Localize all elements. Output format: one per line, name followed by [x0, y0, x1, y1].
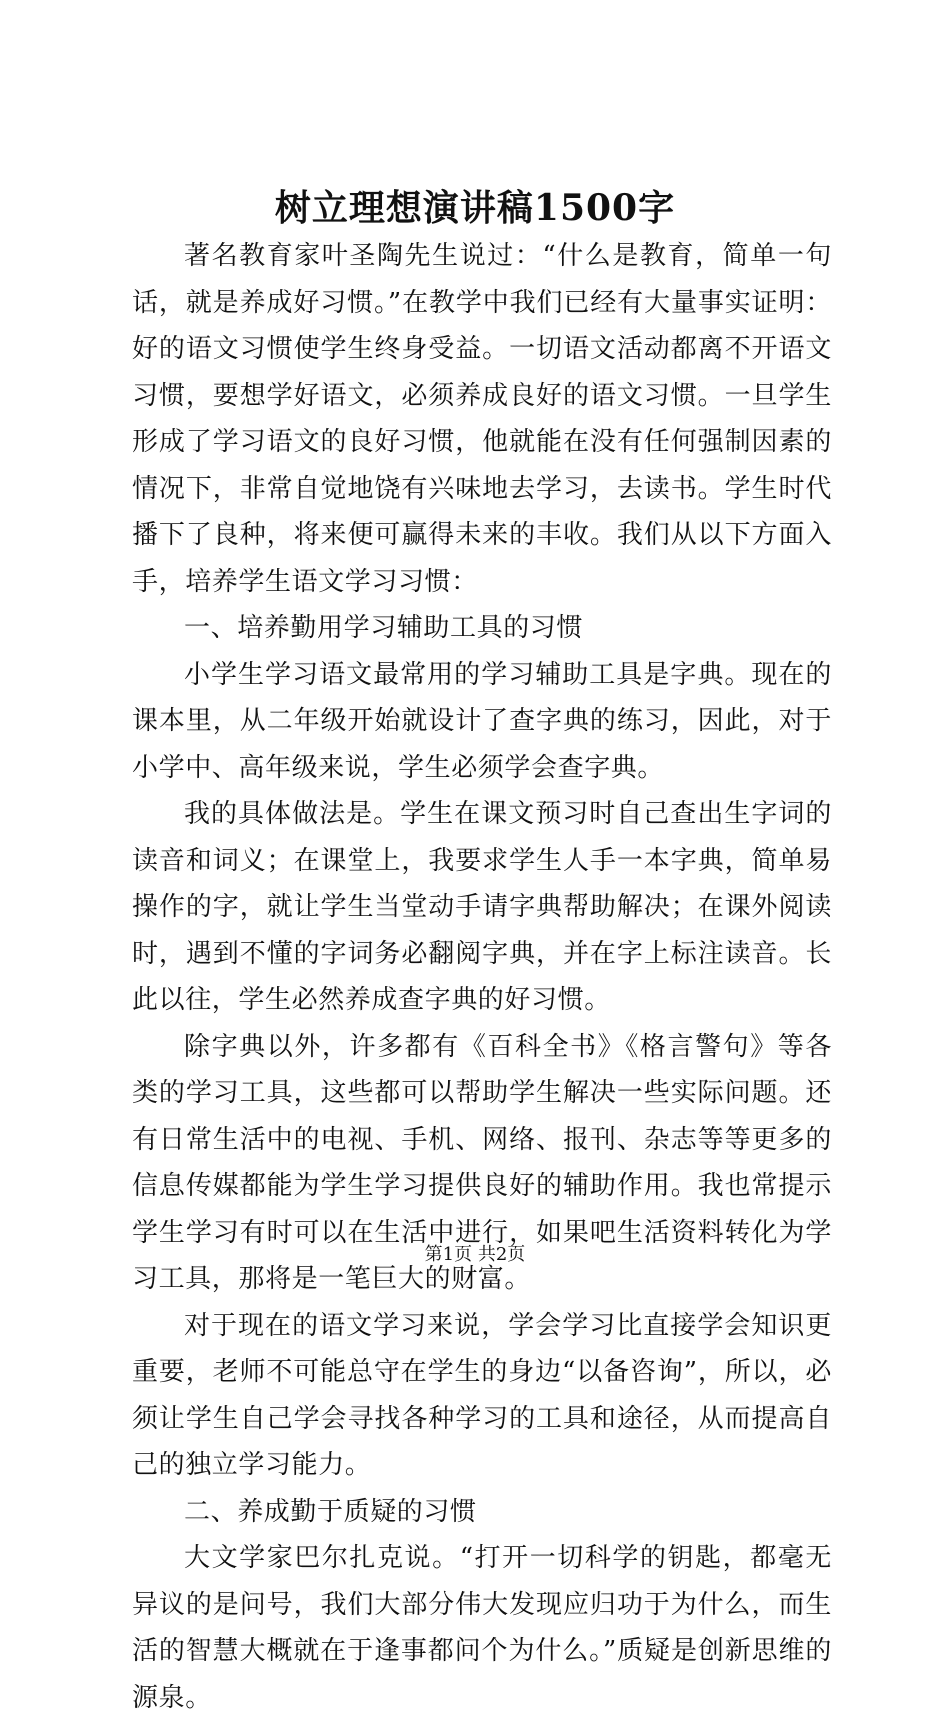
document-title: 树立理想演讲稿1500字 — [274, 187, 676, 229]
section-heading-1: 一、培养勤用学习辅助工具的习惯 — [184, 613, 584, 643]
paragraph-questioning: 大文学家巴尔扎克说。“打开一切科学的钥匙，都毫无异议的是问号，我们大部分伟大发现应归功于为什么，而生活的智慧大概就在于逢事都问个为什么。”质疑是创新思维的源泉。 — [132, 1543, 832, 1713]
page-footer: 第1页 共2页 — [424, 1244, 526, 1265]
paragraph-independent-learning: 对于现在的语文学习来说，学会学习比直接学会知识更重要，老师不可能总守在学生的身边“以备咨询”，所以，必须让学生自己学会寻找各种学习的工具和途径，从而提高自己的独立学习能力。 — [132, 1310, 832, 1480]
paragraph-method: 我的具体做法是。学生在课文预习时自己查出生字词的读音和词义；在课堂上，我要求学生人手一本字典，简单易操作的字，就让学生当堂动手请字典帮助解决；在课外阅读时，遇到不懂的字词务必翻阅字典，并在字上标注读音。长此以往，学生必然养成查字典的好习惯。 — [132, 799, 832, 1015]
document-body — [132, 233, 832, 1721]
section-heading-2: 二、养成勤于质疑的习惯 — [184, 1496, 477, 1527]
paragraph-tools: 除字典以外，许多都有《百科全书》《格言警句》等各类的学习工具，这些都可以帮助学生解决一些实际问题。还有日常生活中的电视、手机、网络、报刊、杂志等等更多的信息传媒都能为学生学习提供良好的辅助作用。我也常提示学生学习有时可以在生活中进行，如果吧生活资料转化为学习工具，那将是一笔巨大的财富。 — [132, 1031, 832, 1294]
paragraph-intro: 著名教育家叶圣陶先生说过：“什么是教育，简单一句话，就是养成好习惯。”在教学中我们已经有大量事实证明：好的语文习惯使学生终身受益。一切语文活动都离不开语文习惯，要想学好语文，必须养成良好的语文习惯。一旦学生形成了学习语文的良好习惯，他就能在没有任何强制因素的情况下，非常自觉地饶有兴味地去学习，去读书。学生时代播下了良种，将来便可赢得未来的丰收。我们从以下方面入手，培养学生语文学习习惯： — [132, 241, 832, 597]
paragraph-dictionary: 小学生学习语文最常用的学习辅助工具是字典。现在的课本里，从二年级开始就设计了查字典的练习，因此，对于小学中、高年级来说，学生必须学会查字典。 — [132, 659, 832, 783]
